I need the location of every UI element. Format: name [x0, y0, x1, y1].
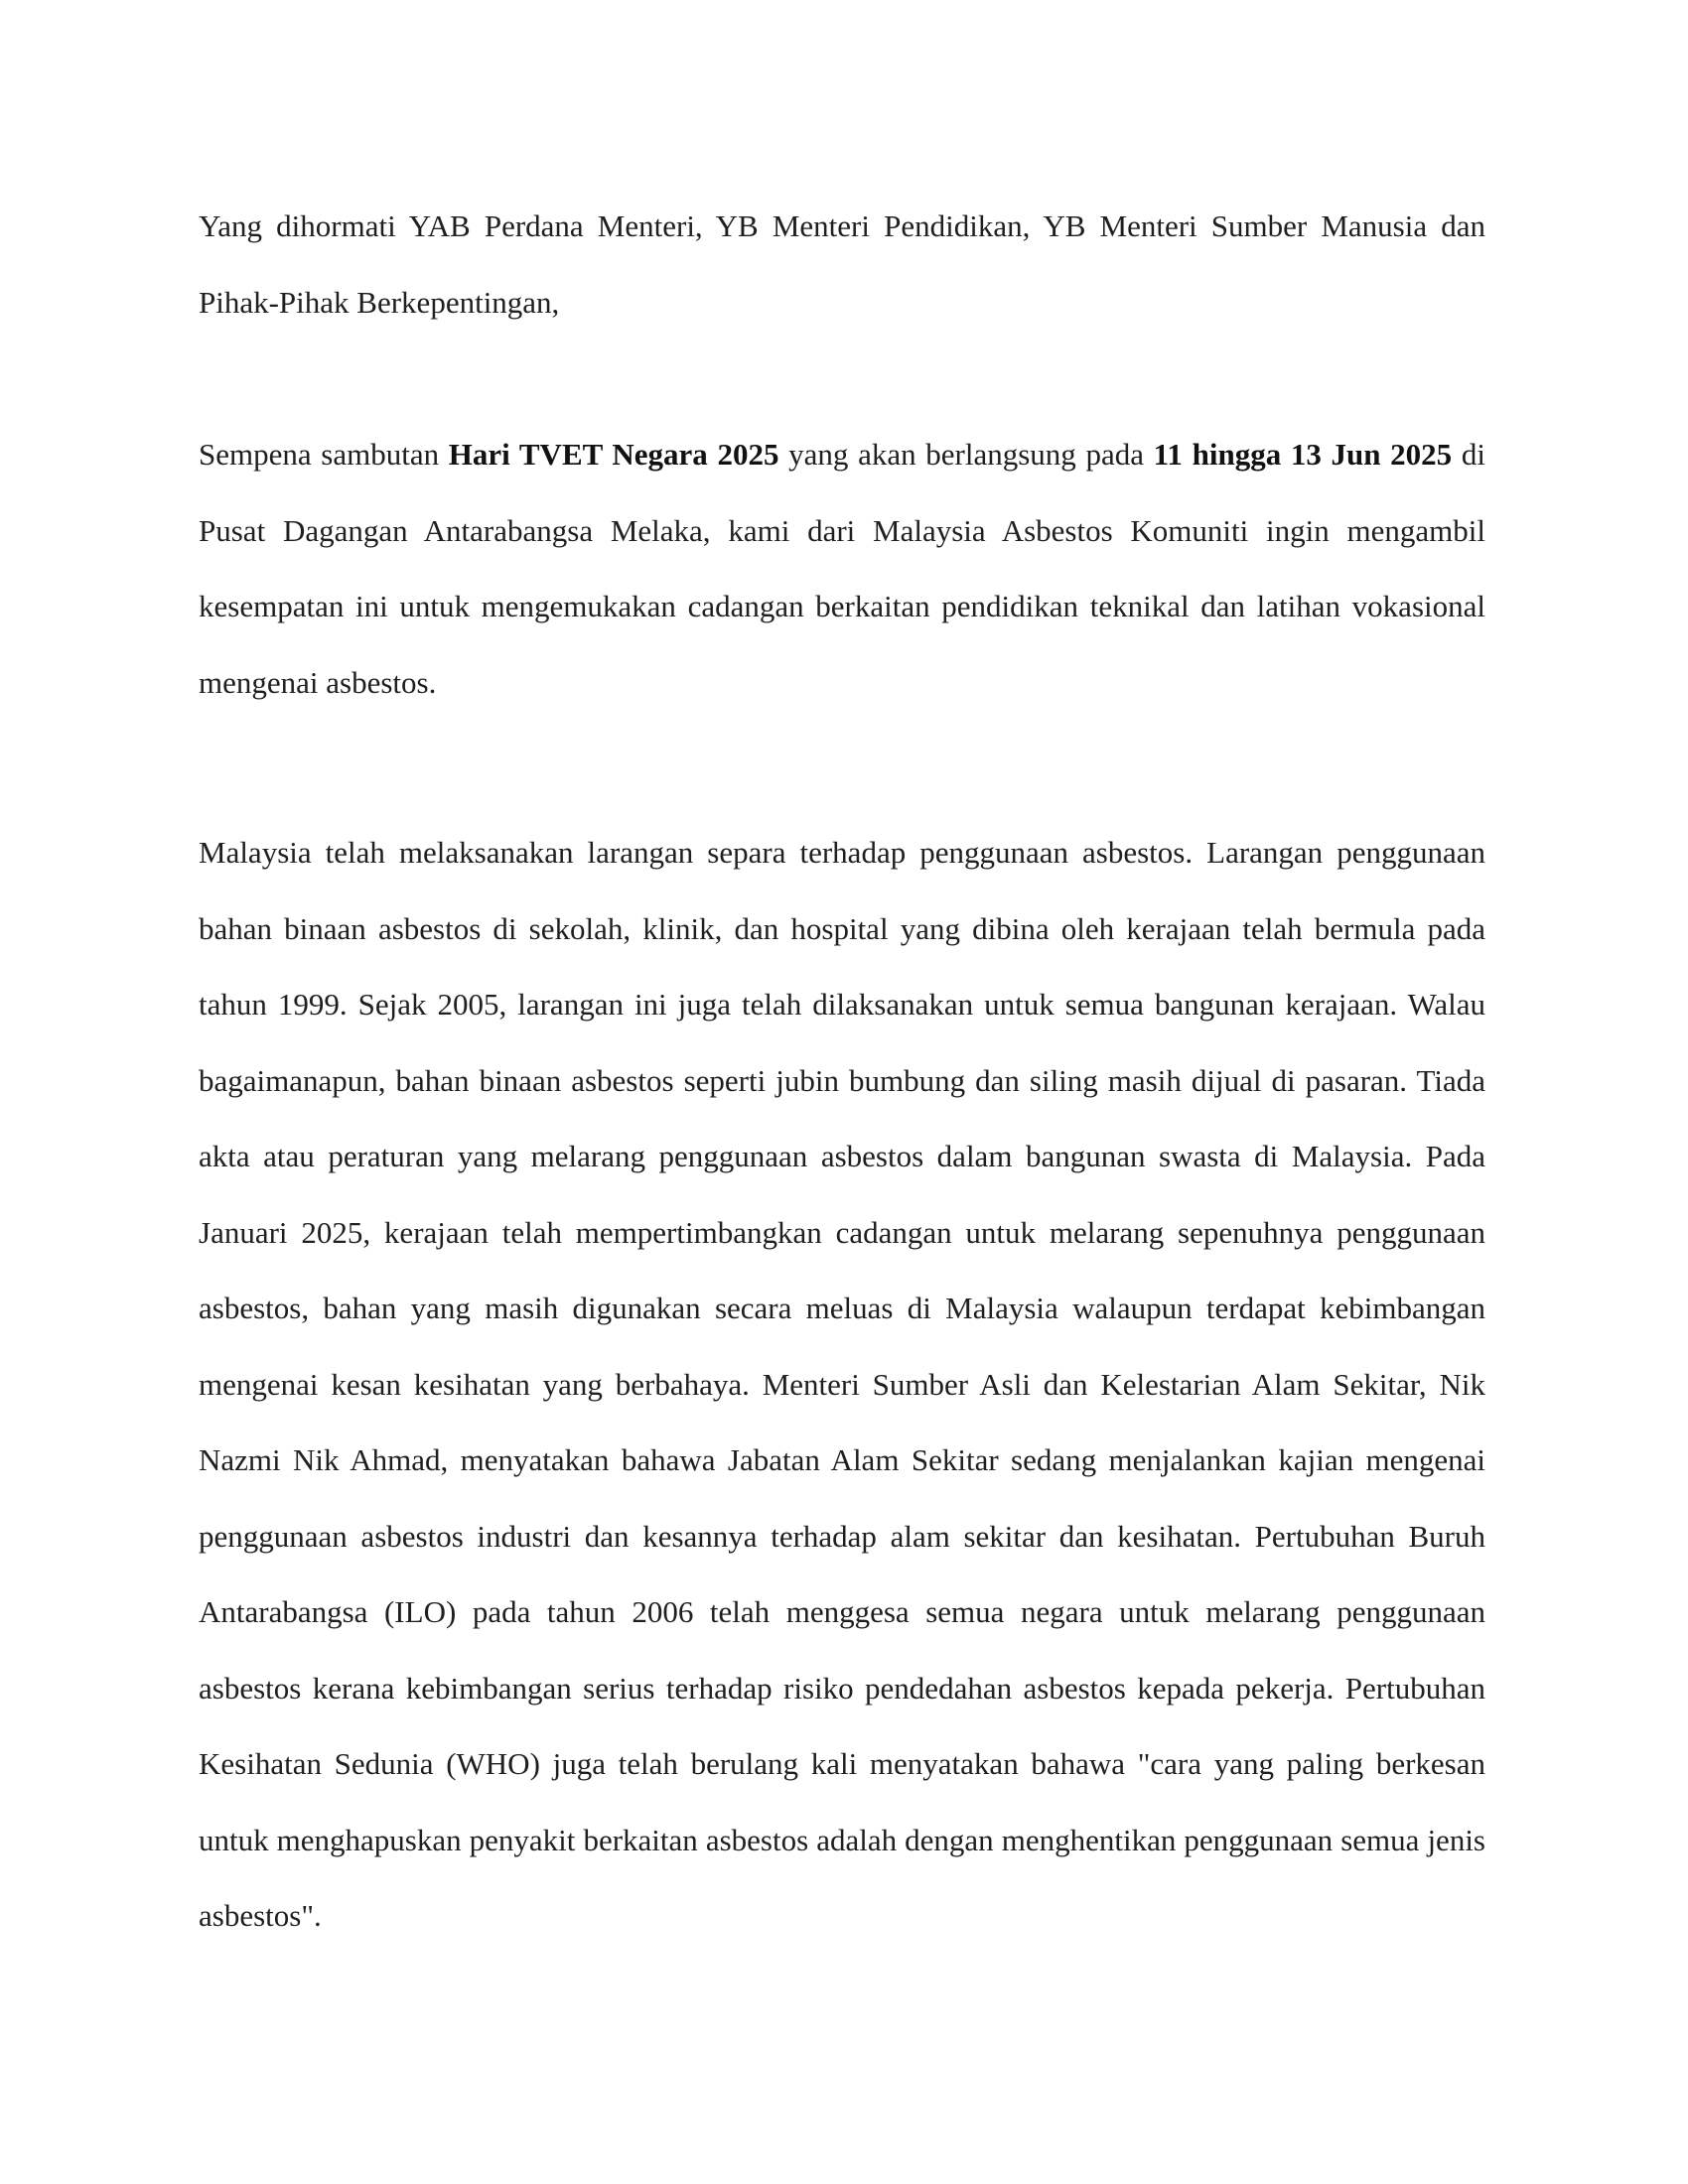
salutation-paragraph: Yang dihormati YAB Perdana Menteri, YB Menteri Pendidikan, YB Menteri Sumber Manusia dan Pihak-Pihak Berkepentingan,: [199, 208, 1485, 320]
intro-paragraph: [199, 417, 1485, 721]
intro-text-1: Sempena sambutan: [199, 437, 449, 472]
intro-text-2: yang akan berlangsung pada: [778, 437, 1154, 472]
paragraph-spacer: [199, 341, 1485, 417]
event-name: Hari TVET Negara 2025: [448, 437, 779, 472]
paragraph-spacer: [199, 721, 1485, 815]
intro-text-3: di Pusat Dagangan Antarabangsa Melaka, kami dari Malaysia Asbestos Komuniti ingin mengambil kesempatan ini untuk mengemukakan cadangan berkaitan pendidikan teknikal dan latihan vokasional mengenai asbestos.: [199, 437, 1485, 700]
document-page: [199, 189, 1485, 1955]
body-paragraph: Malaysia telah melaksanakan larangan separa terhadap penggunaan asbestos. Larangan penggunaan bahan binaan asbestos di sekolah, klinik, dan hospital yang dibina oleh kerajaan telah bermula pada tahun 1999. Sejak 2005, larangan ini juga telah dilaksanakan untuk semua bangunan kerajaan. Walau bagaimanapun, bahan binaan asbestos seperti jubin bumbung dan siling masih dijual di pasaran. Tiada akta atau peraturan yang melarang penggunaan asbestos dalam bangunan swasta di Malaysia. Pada Januari 2025, kerajaan telah mempertimbangkan cadangan untuk melarang sepenuhnya penggunaan asbestos, bahan yang masih digunakan secara meluas di Malaysia walaupun terdapat kebimbangan mengenai kesan kesihatan yang berbahaya. Menteri Sumber Asli dan Kelestarian Alam Sekitar, Nik Nazmi Nik Ahmad, menyatakan bahawa Jabatan Alam Sekitar sedang menjalankan kajian mengenai penggunaan asbestos industri dan kesannya terhadap alam sekitar dan kesihatan. Pertubuhan Buruh Antarabangsa (ILO) pada tahun 2006 telah menggesa semua negara untuk melarang penggunaan asbestos kerana kebimbangan serius terhadap risiko pendedahan asbestos kepada pekerja. Pertubuhan Kesihatan Sedunia (WHO) juga telah berulang kali menyatakan bahawa "cara yang paling berkesan untuk menghapuskan penyakit berkaitan asbestos adalah dengan menghentikan penggunaan semua jenis asbestos".: [199, 835, 1485, 1933]
event-date: 11 hingga 13 Jun 2025: [1153, 437, 1453, 472]
